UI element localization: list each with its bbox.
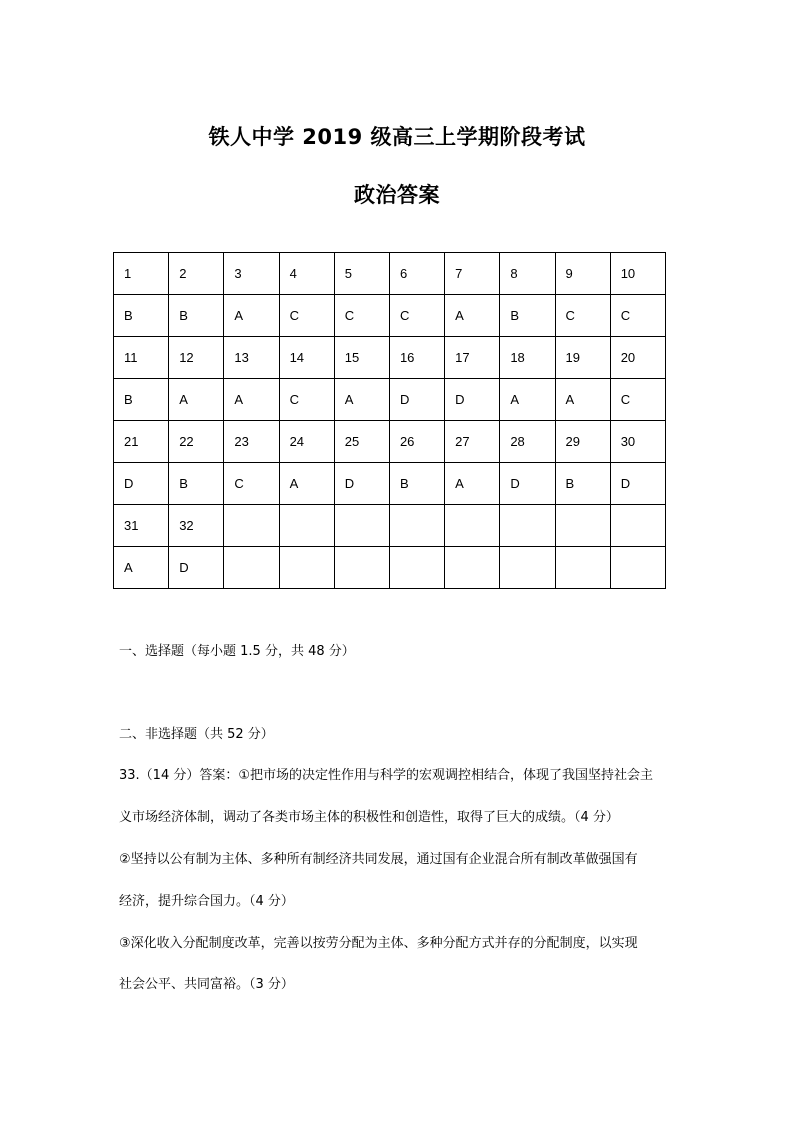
question-number-cell: 32 [169, 505, 224, 547]
section2-heading: 二、非选择题（共 52 分） [119, 727, 274, 742]
question-number-cell: 14 [279, 337, 334, 379]
question-number-cell: 8 [500, 253, 555, 295]
question-number-cell: 5 [334, 253, 389, 295]
question-number-cell: 31 [114, 505, 169, 547]
answer-cell [555, 547, 610, 589]
question-number-cell: 15 [334, 337, 389, 379]
answer-cell: C [279, 295, 334, 337]
answer-cell: A [169, 379, 224, 421]
answer-33-line-2: 义市场经济体制，调动了各类市场主体的积极性和创造性，取得了巨大的成绩。（4 分） [119, 810, 619, 825]
question-number-cell: 29 [555, 421, 610, 463]
question-number-row [114, 253, 666, 295]
answer-cell: D [445, 379, 500, 421]
answer-cell: C [279, 379, 334, 421]
answer-cell: C [224, 463, 279, 505]
exam-title: 铁人中学 2019 级高三上学期阶段考试 [208, 125, 586, 149]
question-number-row [114, 337, 666, 379]
answer-cell: B [555, 463, 610, 505]
question-number-cell: 28 [500, 421, 555, 463]
answer-row [114, 463, 666, 505]
answer-33-line-5: ③深化收入分配制度改革，完善以按劳分配为主体、多种分配方式并存的分配制度，以实现 [119, 936, 638, 951]
question-number-cell [279, 505, 334, 547]
answer-row [114, 547, 666, 589]
question-number-cell [610, 505, 665, 547]
answer-33-line-6: 社会公平、共同富裕。（3 分） [119, 977, 294, 992]
question-number-cell: 4 [279, 253, 334, 295]
question-number-cell: 26 [389, 421, 444, 463]
answer-cell: D [334, 463, 389, 505]
question-number-cell: 12 [169, 337, 224, 379]
answer-cell: A [445, 295, 500, 337]
answer-cell [445, 547, 500, 589]
question-number-cell: 25 [334, 421, 389, 463]
answer-cell: A [224, 295, 279, 337]
answer-cell: B [169, 295, 224, 337]
question-number-row [114, 421, 666, 463]
answer-cell [334, 547, 389, 589]
question-number-cell: 16 [389, 337, 444, 379]
question-number-cell: 10 [610, 253, 665, 295]
question-number-cell [389, 505, 444, 547]
answer-cell: D [610, 463, 665, 505]
answer-cell: D [389, 379, 444, 421]
answer-row [114, 295, 666, 337]
question-number-cell: 7 [445, 253, 500, 295]
answer-cell: C [610, 295, 665, 337]
answer-33-line-1: 33.（14 分）答案：①把市场的决定性作用与科学的宏观调控相结合，体现了我国坚持社会主 [119, 768, 654, 783]
answer-table [113, 252, 666, 589]
question-number-cell: 22 [169, 421, 224, 463]
question-number-cell [334, 505, 389, 547]
question-number-cell: 6 [389, 253, 444, 295]
answer-cell: A [445, 463, 500, 505]
answer-cell: D [169, 547, 224, 589]
answer-cell: A [555, 379, 610, 421]
answer-cell: B [500, 295, 555, 337]
answer-cell [279, 547, 334, 589]
answer-cell: D [114, 463, 169, 505]
question-number-cell: 19 [555, 337, 610, 379]
answer-cell: A [114, 547, 169, 589]
exam-subtitle: 政治答案 [354, 183, 440, 207]
question-number-cell: 27 [445, 421, 500, 463]
question-number-row [114, 505, 666, 547]
answer-cell [500, 547, 555, 589]
question-number-cell: 11 [114, 337, 169, 379]
answer-33-line-3: ②坚持以公有制为主体、多种所有制经济共同发展，通过国有企业混合所有制改革做强国有 [119, 852, 638, 867]
question-number-cell: 21 [114, 421, 169, 463]
question-number-cell [445, 505, 500, 547]
answer-cell: A [224, 379, 279, 421]
question-number-cell: 20 [610, 337, 665, 379]
answer-cell: C [389, 295, 444, 337]
question-number-cell: 2 [169, 253, 224, 295]
answer-cell [224, 547, 279, 589]
answer-cell: C [334, 295, 389, 337]
answer-cell: A [279, 463, 334, 505]
answer-cell: C [555, 295, 610, 337]
question-number-cell: 3 [224, 253, 279, 295]
answer-cell: A [500, 379, 555, 421]
answer-cell: B [169, 463, 224, 505]
question-number-cell: 1 [114, 253, 169, 295]
question-number-cell [555, 505, 610, 547]
question-number-cell: 17 [445, 337, 500, 379]
section1-heading: 一、选择题（每小题 1.5 分，共 48 分） [119, 644, 355, 659]
question-number-cell: 9 [555, 253, 610, 295]
answer-row [114, 379, 666, 421]
answer-cell [389, 547, 444, 589]
answer-cell: B [389, 463, 444, 505]
question-number-cell: 23 [224, 421, 279, 463]
answer-cell: B [114, 295, 169, 337]
question-number-cell: 24 [279, 421, 334, 463]
answer-cell: A [334, 379, 389, 421]
question-number-cell [224, 505, 279, 547]
answer-cell [610, 547, 665, 589]
question-number-cell: 18 [500, 337, 555, 379]
answer-cell: D [500, 463, 555, 505]
question-number-cell: 30 [610, 421, 665, 463]
answer-cell: C [610, 379, 665, 421]
answer-cell: B [114, 379, 169, 421]
answer-33-line-4: 经济，提升综合国力。（4 分） [119, 894, 294, 909]
question-number-cell: 13 [224, 337, 279, 379]
question-number-cell [500, 505, 555, 547]
